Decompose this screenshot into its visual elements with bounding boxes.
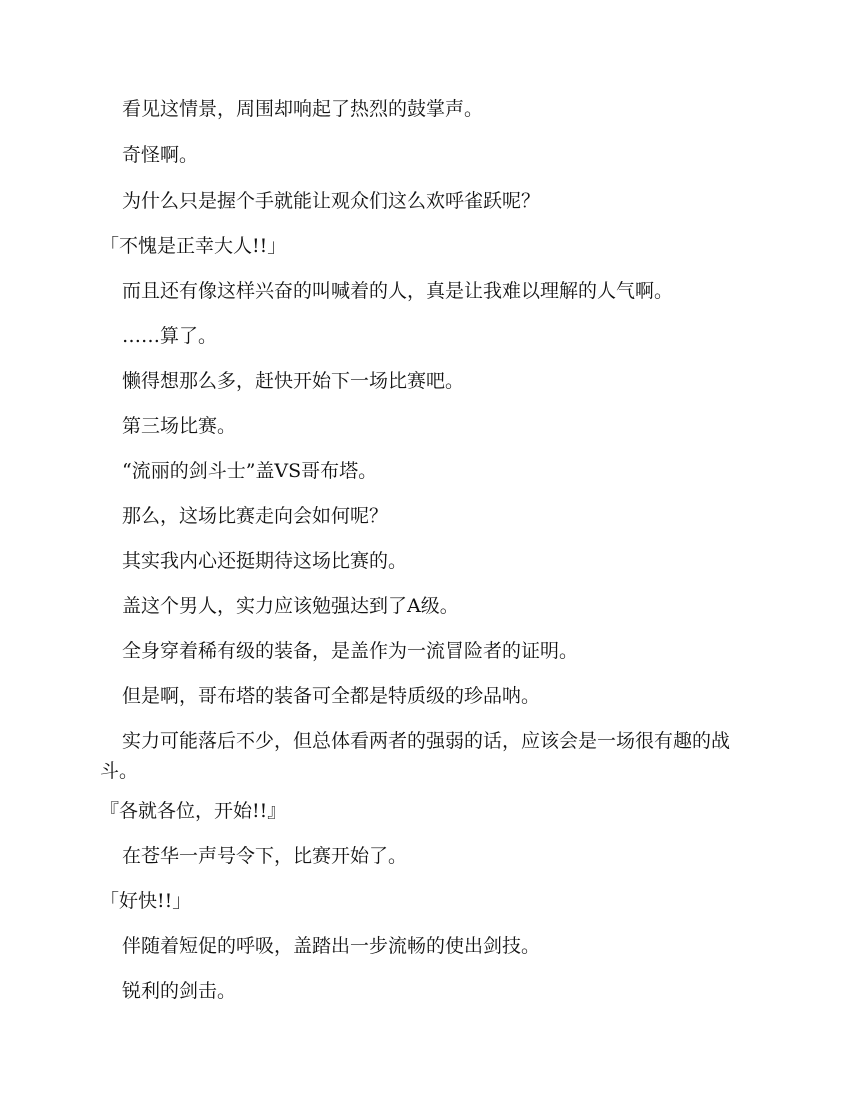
paragraph: 伴随着短促的呼吸，盖踏出一步流畅的使出剑技。 <box>122 935 541 957</box>
paragraph: 实力可能落后不少，但总体看两者的强弱的话，应该会是一场很有趣的战斗。 <box>100 730 731 782</box>
dialogue-line: 「不愧是正幸大人!!」 <box>100 235 287 257</box>
paragraph: 在苍华一声号令下，比赛开始了。 <box>122 845 408 867</box>
paragraph: 而且还有像这样兴奋的叫喊着的人，真是让我难以理解的人气啊。 <box>122 280 674 302</box>
paragraph: 全身穿着稀有级的装备，是盖作为一流冒险者的证明。 <box>122 640 579 662</box>
paragraph: ……算了。 <box>122 325 218 347</box>
paragraph: 盖这个男人，实力应该勉强达到了A级。 <box>122 595 459 617</box>
paragraph: 锐利的剑击。 <box>122 980 237 1002</box>
paragraph: 奇怪啊。 <box>122 144 199 166</box>
paragraph: 懒得想那么多，赶快开始下一场比赛吧。 <box>122 370 465 392</box>
paragraph: 看见这情景，周围却响起了热烈的鼓掌声。 <box>122 98 484 120</box>
paragraph: “流丽的剑斗士”盖VS哥布塔。 <box>122 460 378 482</box>
paragraph: 第三场比赛。 <box>122 415 237 437</box>
dialogue-line: 『各就各位，开始!!』 <box>100 800 287 822</box>
paragraph: 那么，这场比赛走向会如何呢？ <box>122 505 389 527</box>
dialogue-line: 「好快!!」 <box>100 890 192 912</box>
paragraph: 其实我内心还挺期待这场比赛的。 <box>122 550 408 572</box>
paragraph: 但是啊，哥布塔的装备可全都是特质级的珍品呐。 <box>122 685 541 707</box>
paragraph: 为什么只是握个手就能让观众们这么欢呼雀跃呢？ <box>122 190 541 212</box>
